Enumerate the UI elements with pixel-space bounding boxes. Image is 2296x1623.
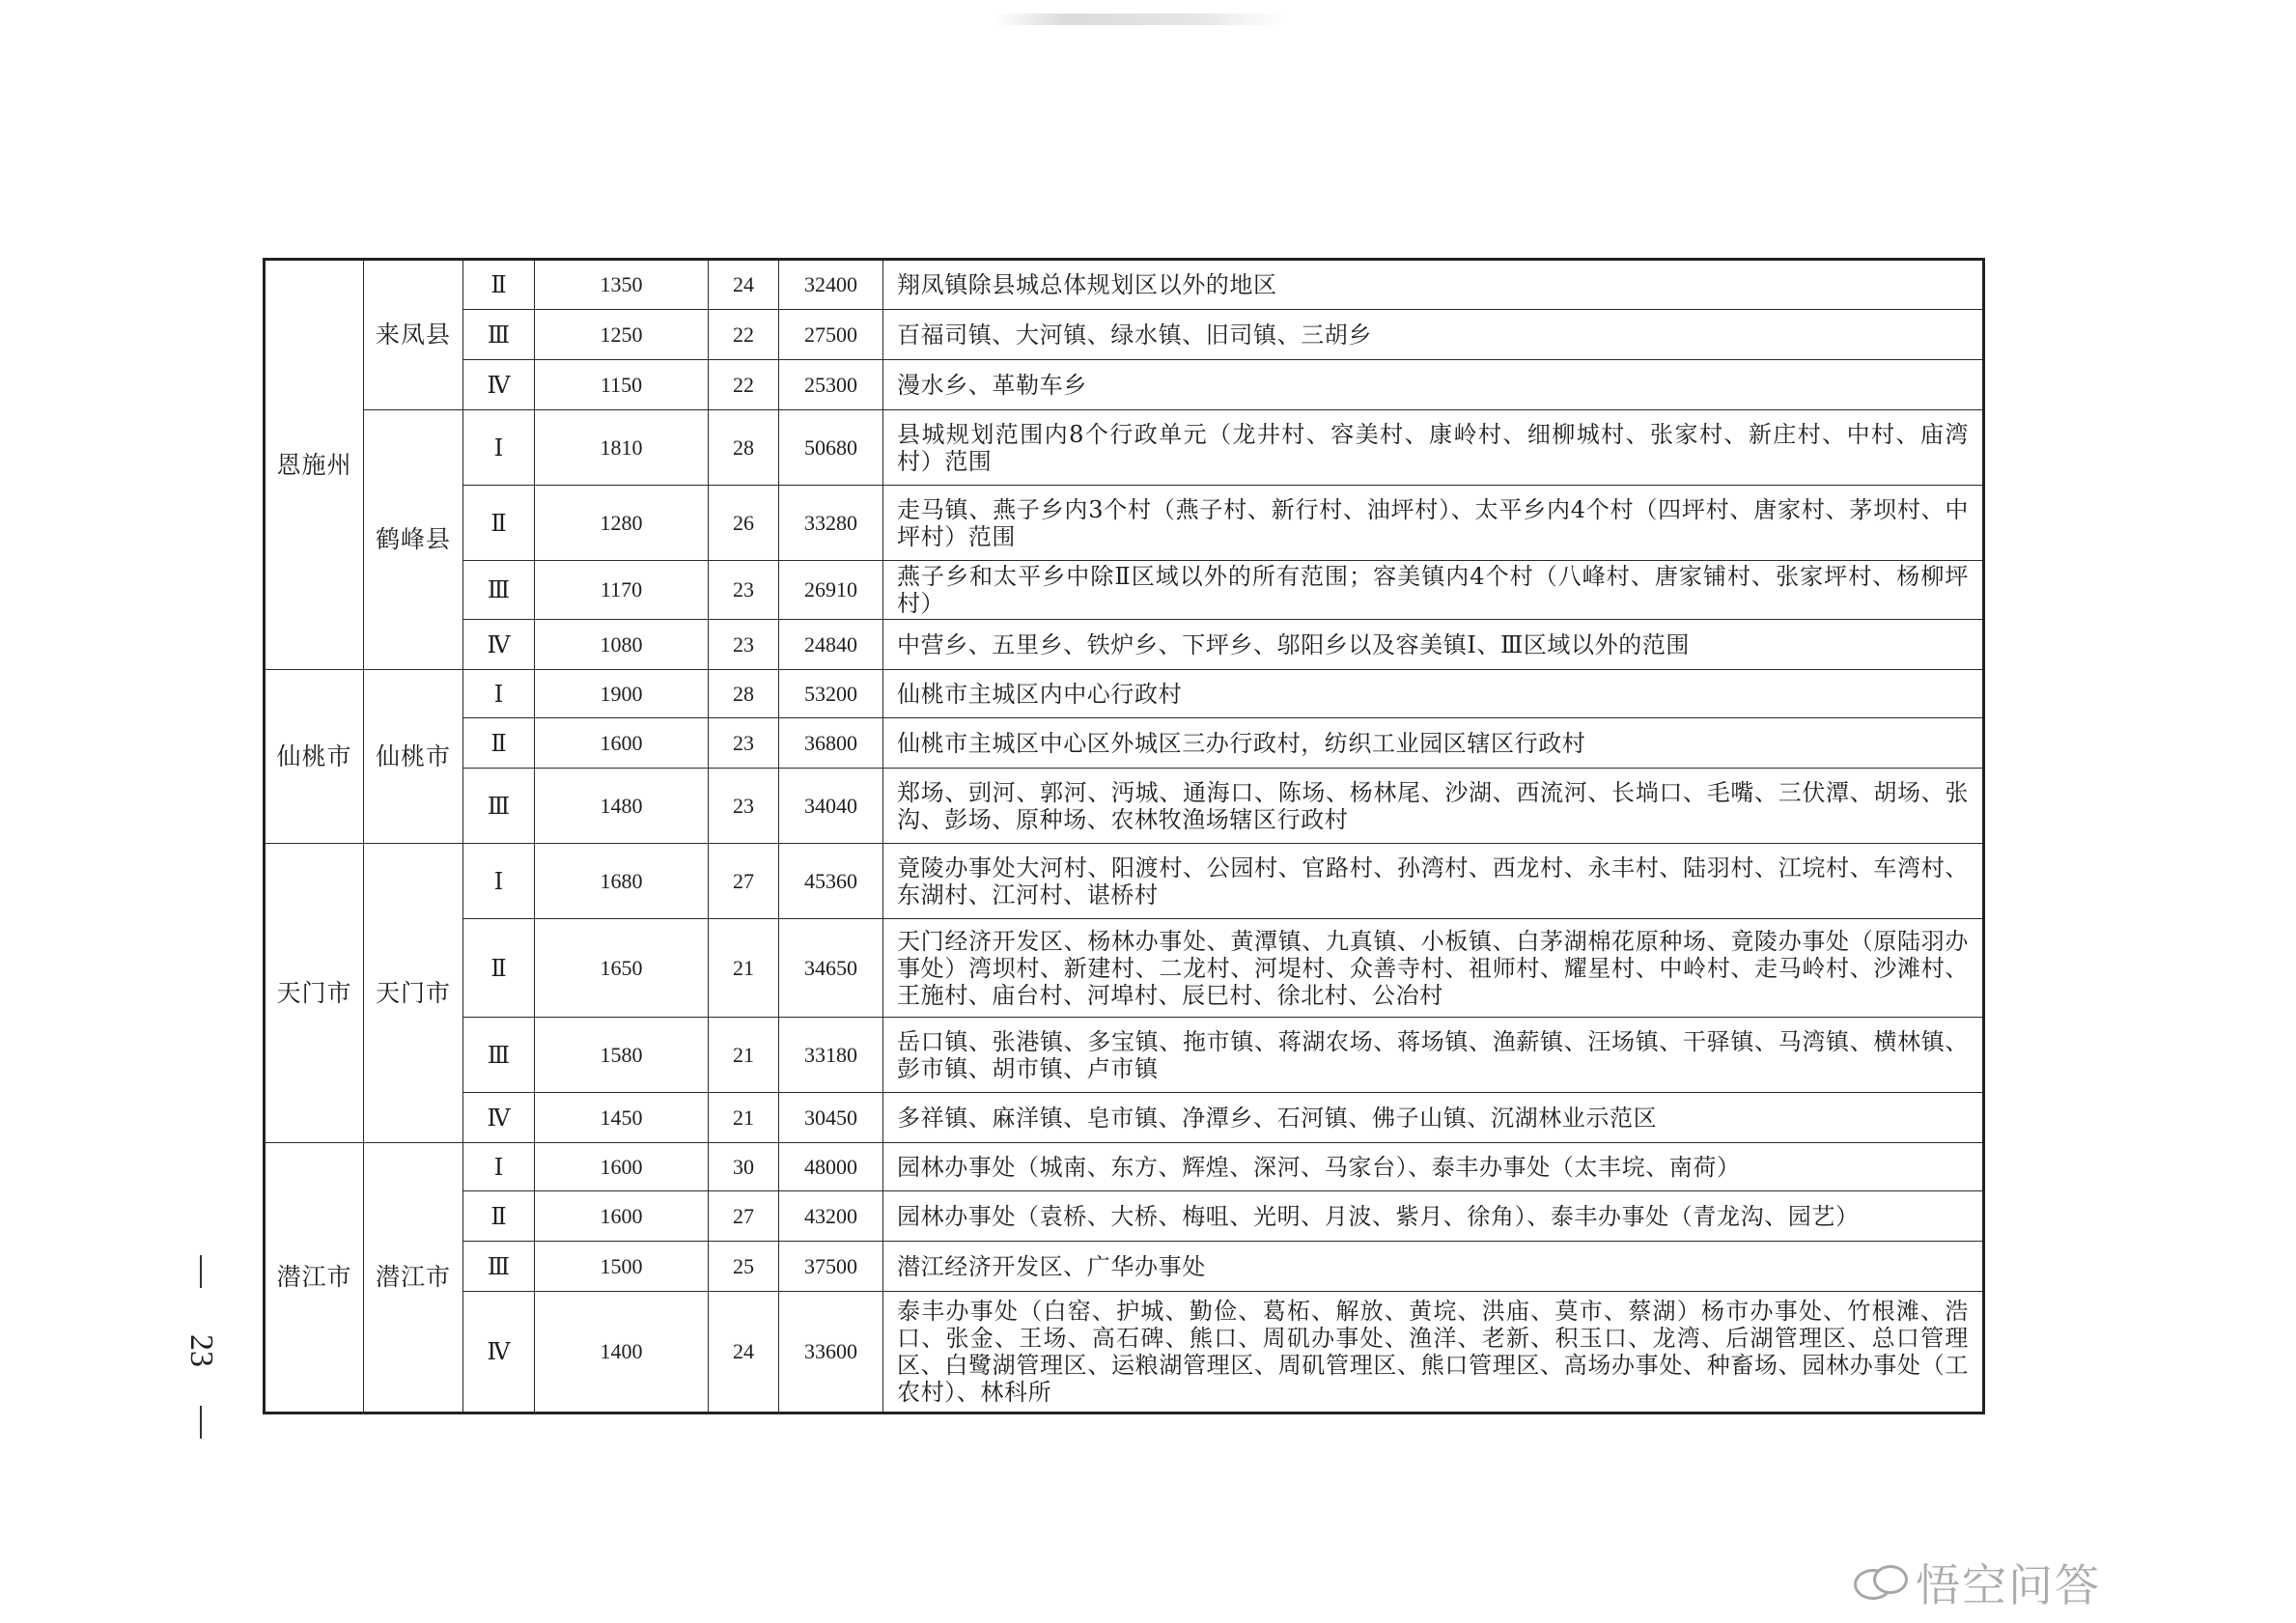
zone-cell: Ⅲ	[463, 310, 535, 360]
desc-cell: 岳口镇、张港镇、多宝镇、拖市镇、蒋湖农场、蒋场镇、渔薪镇、汪场镇、干驿镇、马湾镇、横林镇、彭市镇、胡市镇、卢市镇	[883, 1018, 1984, 1093]
price-cell: 1280	[535, 486, 709, 561]
desc-cell: 漫水乡、革勒车乡	[883, 360, 1984, 410]
price-cell: 1600	[535, 718, 709, 769]
desc-cell: 中营乡、五里乡、铁炉乡、下坪乡、邬阳乡以及容美镇Ⅰ、Ⅲ区域以外的范围	[883, 620, 1984, 670]
coef-cell: 21	[709, 919, 779, 1018]
total-cell: 43200	[779, 1191, 883, 1242]
table-row	[265, 919, 1984, 1018]
total-cell: 45360	[779, 844, 883, 919]
total-cell: 36800	[779, 718, 883, 769]
price-cell: 1680	[535, 844, 709, 919]
table-row	[265, 769, 1984, 844]
zone-cell: Ⅳ	[463, 1093, 535, 1143]
table-row	[265, 1292, 1984, 1413]
coef-cell: 23	[709, 620, 779, 670]
zone-cell: Ⅱ	[463, 486, 535, 561]
desc-cell: 仙桃市主城区内中心行政村	[883, 670, 1984, 718]
county-cell-tianmen: 天门市	[364, 844, 463, 1143]
total-cell: 37500	[779, 1242, 883, 1292]
desc-cell: 竟陵办事处大河村、阳渡村、公园村、官路村、孙湾村、西龙村、永丰村、陆羽村、江垸村、车湾村、东湖村、江河村、谌桥村	[883, 844, 1984, 919]
zone-cell: Ⅰ	[463, 844, 535, 919]
table-row	[265, 1018, 1984, 1093]
price-cell: 1250	[535, 310, 709, 360]
zone-cell: Ⅱ	[463, 718, 535, 769]
speech-bubbles-icon	[1854, 1563, 1906, 1602]
price-cell: 1810	[535, 410, 709, 486]
compensation-table	[263, 258, 1985, 1414]
desc-cell: 燕子乡和太平乡中除Ⅱ区域以外的所有范围；容美镇内4个村（八峰村、唐家铺村、张家坪村、杨柳坪村）	[883, 561, 1984, 620]
price-cell: 1150	[535, 360, 709, 410]
table-row	[265, 1093, 1984, 1143]
table-row	[265, 410, 1984, 486]
coef-cell: 23	[709, 718, 779, 769]
county-cell-qianjiang: 潜江市	[364, 1143, 463, 1413]
coef-cell: 21	[709, 1018, 779, 1093]
region-cell-xiantao: 仙桃市	[265, 670, 364, 844]
region-cell-tianmen: 天门市	[265, 844, 364, 1143]
table-row	[265, 260, 1984, 310]
desc-cell: 天门经济开发区、杨林办事处、黄潭镇、九真镇、小板镇、白茅湖棉花原种场、竟陵办事处（原陆羽办事处）湾坝村、新建村、二龙村、河堤村、众善寺村、祖师村、耀星村、中岭村、走马岭村、沙滩村、王施村、庙台村、河埠村、辰巳村、徐北村、公冶村	[883, 919, 1984, 1018]
coef-cell: 28	[709, 670, 779, 718]
header-smudge	[994, 14, 1284, 25]
table-row	[265, 1143, 1984, 1191]
desc-cell: 翔凤镇除县城总体规划区以外的地区	[883, 260, 1984, 310]
price-cell: 1170	[535, 561, 709, 620]
zone-cell: Ⅱ	[463, 260, 535, 310]
watermark-text: 悟空问答	[1916, 1559, 2101, 1611]
zone-cell: Ⅳ	[463, 360, 535, 410]
watermark	[1854, 1554, 2101, 1610]
total-cell: 34650	[779, 919, 883, 1018]
county-cell-laifeng: 来凤县	[364, 260, 463, 410]
zone-cell: Ⅳ	[463, 620, 535, 670]
zone-cell: Ⅱ	[463, 919, 535, 1018]
zone-cell: Ⅲ	[463, 1242, 535, 1292]
zone-cell: Ⅲ	[463, 769, 535, 844]
coef-cell: 22	[709, 310, 779, 360]
coef-cell: 24	[709, 1292, 779, 1413]
page-number-text: 23	[183, 1334, 219, 1367]
desc-cell: 县城规划范围内8个行政单元（龙井村、容美村、康岭村、细柳城村、张家村、新庄村、中村、庙湾村）范围	[883, 410, 1984, 486]
desc-cell: 走马镇、燕子乡内3个村（燕子村、新行村、油坪村）、太平乡内4个村（四坪村、唐家村、茅坝村、中坪村）范围	[883, 486, 1984, 561]
price-cell: 1400	[535, 1292, 709, 1413]
desc-cell: 园林办事处（城南、东方、辉煌、深河、马家台）、泰丰办事处（太丰垸、南荷）	[883, 1143, 1984, 1191]
coef-cell: 23	[709, 769, 779, 844]
zone-cell: Ⅳ	[463, 1292, 535, 1413]
desc-cell: 仙桃市主城区中心区外城区三办行政村，纺织工业园区辖区行政村	[883, 718, 1984, 769]
total-cell: 24840	[779, 620, 883, 670]
coef-cell: 23	[709, 561, 779, 620]
price-cell: 1450	[535, 1093, 709, 1143]
price-cell: 1900	[535, 670, 709, 718]
table-row	[265, 1242, 1984, 1292]
desc-cell: 郑场、剅河、郭河、沔城、通海口、陈场、杨林尾、沙湖、西流河、长埫口、毛嘴、三伏潭、胡场、张沟、彭场、原种场、农林牧渔场辖区行政村	[883, 769, 1984, 844]
zone-cell: Ⅰ	[463, 410, 535, 486]
coef-cell: 21	[709, 1093, 779, 1143]
county-cell-hefeng: 鹤峰县	[364, 410, 463, 670]
desc-cell: 泰丰办事处（白窑、护城、勤俭、葛柘、解放、黄垸、洪庙、莫市、蔡湖）杨市办事处、竹根滩、浩口、张金、王场、高石碑、熊口、周矶办事处、渔洋、老新、积玉口、龙湾、后湖管理区、总口管理区、白鹭湖管理区、运粮湖管理区、周矶管理区、熊口管理区、高场办事处、种畜场、园林办事处（工农村）、林科所	[883, 1292, 1984, 1413]
coef-cell: 30	[709, 1143, 779, 1191]
total-cell: 48000	[779, 1143, 883, 1191]
total-cell: 33280	[779, 486, 883, 561]
table-row	[265, 620, 1984, 670]
compensation-table-wrapper	[263, 258, 1982, 1413]
zone-cell: Ⅱ	[463, 1191, 535, 1242]
price-cell: 1480	[535, 769, 709, 844]
zone-cell: Ⅲ	[463, 1018, 535, 1093]
total-cell: 34040	[779, 769, 883, 844]
price-cell: 1600	[535, 1191, 709, 1242]
page-number	[182, 1255, 220, 1439]
total-cell: 30450	[779, 1093, 883, 1143]
total-cell: 33600	[779, 1292, 883, 1413]
price-cell: 1650	[535, 919, 709, 1018]
total-cell: 25300	[779, 360, 883, 410]
table-row	[265, 486, 1984, 561]
coef-cell: 28	[709, 410, 779, 486]
desc-cell: 潜江经济开发区、广华办事处	[883, 1242, 1984, 1292]
price-cell: 1600	[535, 1143, 709, 1191]
price-cell: 1350	[535, 260, 709, 310]
zone-cell: Ⅲ	[463, 561, 535, 620]
total-cell: 53200	[779, 670, 883, 718]
desc-cell: 多祥镇、麻洋镇、皂市镇、净潭乡、石河镇、佛子山镇、沉湖林业示范区	[883, 1093, 1984, 1143]
table-row	[265, 718, 1984, 769]
total-cell: 27500	[779, 310, 883, 360]
total-cell: 32400	[779, 260, 883, 310]
zone-cell: Ⅰ	[463, 670, 535, 718]
region-cell-qianjiang: 潜江市	[265, 1143, 364, 1413]
table-row	[265, 844, 1984, 919]
coef-cell: 26	[709, 486, 779, 561]
coef-cell: 25	[709, 1242, 779, 1292]
page-number-dash-top	[200, 1255, 202, 1288]
coef-cell: 24	[709, 260, 779, 310]
total-cell: 50680	[779, 410, 883, 486]
table-row	[265, 310, 1984, 360]
county-cell-xiantao: 仙桃市	[364, 670, 463, 844]
table-row	[265, 1191, 1984, 1242]
table-row	[265, 360, 1984, 410]
desc-cell: 园林办事处（袁桥、大桥、梅咀、光明、月波、紫月、徐角）、泰丰办事处（青龙沟、园艺）	[883, 1191, 1984, 1242]
total-cell: 26910	[779, 561, 883, 620]
coef-cell: 22	[709, 360, 779, 410]
desc-cell: 百福司镇、大河镇、绿水镇、旧司镇、三胡乡	[883, 310, 1984, 360]
region-cell-enshi: 恩施州	[265, 260, 364, 670]
price-cell: 1080	[535, 620, 709, 670]
table-row	[265, 561, 1984, 620]
coef-cell: 27	[709, 844, 779, 919]
zone-cell: Ⅰ	[463, 1143, 535, 1191]
coef-cell: 27	[709, 1191, 779, 1242]
price-cell: 1500	[535, 1242, 709, 1292]
page-number-dash-bottom	[200, 1406, 202, 1439]
table-row	[265, 670, 1984, 718]
price-cell: 1580	[535, 1018, 709, 1093]
total-cell: 33180	[779, 1018, 883, 1093]
